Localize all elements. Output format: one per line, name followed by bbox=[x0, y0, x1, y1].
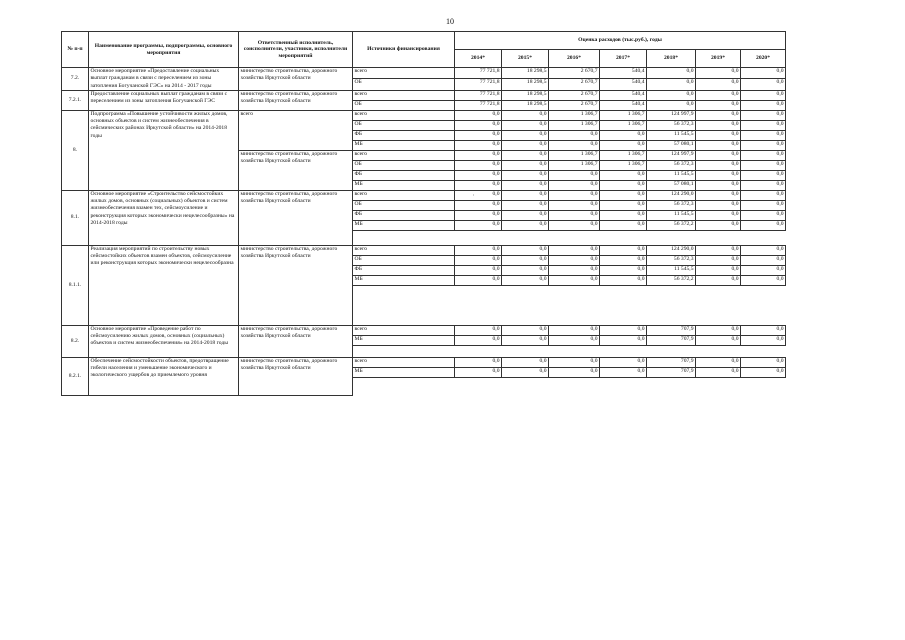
value-cell: 0,0 bbox=[696, 190, 741, 200]
source-cell: ФБ bbox=[353, 210, 455, 220]
value-cell: 0,0 bbox=[741, 130, 786, 140]
empty-cell bbox=[741, 230, 786, 245]
value-cell: 0,0 bbox=[549, 275, 600, 285]
value-cell: 0,0 bbox=[502, 170, 549, 180]
value-cell: 1 306,7 bbox=[600, 110, 647, 120]
value-cell: 0,0 bbox=[549, 265, 600, 275]
source-cell: ФБ bbox=[353, 170, 455, 180]
value-cell: 0,0 bbox=[455, 110, 502, 120]
empty-cell bbox=[696, 345, 741, 357]
value-cell: 0,0 bbox=[549, 130, 600, 140]
value-cell: 2 670,7 bbox=[549, 90, 600, 100]
value-cell: 0,0 bbox=[502, 255, 549, 265]
value-cell: 0,0 bbox=[647, 79, 696, 90]
value-cell: 0,0 bbox=[502, 200, 549, 210]
value-cell: 0,0 bbox=[549, 245, 600, 255]
value-cell: 0,0 bbox=[741, 335, 786, 345]
value-cell: 0,0 bbox=[600, 245, 647, 255]
empty-cell bbox=[353, 345, 455, 357]
value-cell: 0,0 bbox=[455, 120, 502, 130]
value-cell: 0,0 bbox=[696, 160, 741, 170]
row-executor: всего bbox=[239, 110, 353, 150]
value-cell: 0,0 bbox=[549, 170, 600, 180]
value-cell: 0,0 bbox=[455, 200, 502, 210]
value-cell: 0,0 bbox=[502, 220, 549, 230]
source-cell: всего bbox=[353, 68, 455, 79]
value-cell: 77 721,8 bbox=[455, 100, 502, 110]
value-cell: 0,0 bbox=[455, 220, 502, 230]
source-cell: всего bbox=[353, 325, 455, 335]
row-executor: министерство строительства, дорожного хозяйства Иркутской области bbox=[239, 190, 353, 245]
source-cell: МБ bbox=[353, 140, 455, 150]
value-cell: 0,0 bbox=[502, 150, 549, 160]
value-cell: 0,0 bbox=[696, 200, 741, 210]
header-num: № п-п bbox=[62, 32, 89, 68]
value-cell: 0,0 bbox=[600, 130, 647, 140]
value-cell: 0,0 bbox=[600, 255, 647, 265]
source-cell: ОБ bbox=[353, 200, 455, 210]
value-cell: 11 545,5 bbox=[647, 170, 696, 180]
value-cell: 0,0 bbox=[455, 190, 502, 200]
value-cell: 0,0 bbox=[741, 170, 786, 180]
empty-cell bbox=[600, 285, 647, 325]
value-cell: 0,0 bbox=[600, 190, 647, 200]
value-cell: 18 298,5 bbox=[502, 79, 549, 90]
value-cell: 0,0 bbox=[455, 140, 502, 150]
value-cell: 0,0 bbox=[455, 210, 502, 220]
header-sources: Источники финансирования bbox=[353, 32, 455, 68]
value-cell: 0,0 bbox=[696, 220, 741, 230]
value-cell: 0,0 bbox=[741, 255, 786, 265]
row-number: 8.1. bbox=[62, 190, 89, 245]
empty-cell bbox=[600, 230, 647, 245]
row-executor: министерство строительства, дорожного хозяйства Иркутской области bbox=[239, 68, 353, 91]
value-cell: 0,0 bbox=[502, 120, 549, 130]
value-cell: 540,4 bbox=[600, 90, 647, 100]
row-number: 8.2.1. bbox=[62, 357, 89, 395]
source-cell: МБ bbox=[353, 275, 455, 285]
empty-cell bbox=[647, 285, 696, 325]
value-cell: 0,0 bbox=[455, 335, 502, 345]
row-number: 8.2. bbox=[62, 325, 89, 357]
value-cell: 77 721,8 bbox=[455, 68, 502, 79]
value-cell: 0,0 bbox=[455, 180, 502, 190]
empty-cell bbox=[741, 285, 786, 325]
source-cell: МБ bbox=[353, 367, 455, 377]
row-number: 8.1.1. bbox=[62, 245, 89, 325]
value-cell: 0,0 bbox=[696, 130, 741, 140]
value-cell: 0,0 bbox=[741, 180, 786, 190]
value-cell: 0,0 bbox=[647, 90, 696, 100]
row-name: Обеспечение сейсмостойкости объектов, предотвращение гибели населения и уменьшение экономического и экологического ущербов до приемлемого уровня bbox=[89, 357, 239, 395]
value-cell: 2 670,7 bbox=[549, 79, 600, 90]
row-number: 8. bbox=[62, 110, 89, 190]
value-cell: 1 306,7 bbox=[549, 110, 600, 120]
value-cell: 0,0 bbox=[741, 68, 786, 79]
value-cell: 0,0 bbox=[600, 170, 647, 180]
value-cell: 0,0 bbox=[696, 90, 741, 100]
value-cell: 0,0 bbox=[696, 150, 741, 160]
value-cell: 0,0 bbox=[502, 190, 549, 200]
value-cell: 0,0 bbox=[600, 210, 647, 220]
value-cell: 0,0 bbox=[600, 140, 647, 150]
value-cell: 0,0 bbox=[549, 335, 600, 345]
value-cell: 0,0 bbox=[455, 130, 502, 140]
value-cell: 0,0 bbox=[549, 367, 600, 377]
empty-cell bbox=[455, 285, 502, 325]
row-name: Основное мероприятие «Предоставление социальных выплат гражданам в связи с переселением из зоны затопления Богучанской ГЭС» на 2014 - 2017 годы bbox=[89, 68, 239, 91]
value-cell: 77 721,8 bbox=[455, 90, 502, 100]
value-cell: 124 290,0 bbox=[647, 245, 696, 255]
value-cell: 0,0 bbox=[502, 140, 549, 150]
value-cell: 0,0 bbox=[549, 190, 600, 200]
value-cell: 0,0 bbox=[455, 367, 502, 377]
header-year: 2018* bbox=[647, 50, 696, 68]
value-cell: 0,0 bbox=[741, 275, 786, 285]
value-cell: 0,0 bbox=[455, 265, 502, 275]
value-cell: 0,0 bbox=[549, 255, 600, 265]
empty-cell bbox=[741, 377, 786, 395]
header-year: 2014* bbox=[455, 50, 502, 68]
value-cell: 0,0 bbox=[696, 367, 741, 377]
empty-cell bbox=[696, 377, 741, 395]
value-cell: 0,0 bbox=[696, 265, 741, 275]
value-cell: 1 306,7 bbox=[549, 150, 600, 160]
value-cell: 0,0 bbox=[600, 357, 647, 367]
value-cell: 0,0 bbox=[455, 325, 502, 335]
empty-cell bbox=[549, 377, 600, 395]
value-cell: 0,0 bbox=[741, 160, 786, 170]
value-cell: 0,0 bbox=[455, 150, 502, 160]
header-year: 2019* bbox=[696, 50, 741, 68]
empty-cell bbox=[455, 345, 502, 357]
empty-cell bbox=[647, 230, 696, 245]
value-cell: 0,0 bbox=[600, 325, 647, 335]
empty-cell bbox=[549, 230, 600, 245]
empty-cell bbox=[502, 345, 549, 357]
budget-table bbox=[61, 31, 786, 396]
value-cell: 0,0 bbox=[696, 79, 741, 90]
value-cell: 0,0 bbox=[741, 110, 786, 120]
value-cell: 18 298,5 bbox=[502, 68, 549, 79]
value-cell: 0,0 bbox=[455, 170, 502, 180]
source-cell: всего bbox=[353, 150, 455, 160]
empty-cell bbox=[741, 345, 786, 357]
source-cell: всего bbox=[353, 110, 455, 120]
value-cell: 0,0 bbox=[502, 110, 549, 120]
row-number: 7.2. bbox=[62, 68, 89, 91]
value-cell: 0,0 bbox=[600, 265, 647, 275]
value-cell: 0,0 bbox=[502, 180, 549, 190]
source-cell: ОБ bbox=[353, 160, 455, 170]
value-cell: 124 997,9 bbox=[647, 110, 696, 120]
value-cell: 0,0 bbox=[741, 150, 786, 160]
value-cell: 707,9 bbox=[647, 367, 696, 377]
empty-cell bbox=[647, 345, 696, 357]
value-cell: 0,0 bbox=[502, 335, 549, 345]
value-cell: 0,0 bbox=[455, 245, 502, 255]
source-cell: ФБ bbox=[353, 130, 455, 140]
value-cell: 0,0 bbox=[741, 367, 786, 377]
empty-cell bbox=[647, 377, 696, 395]
value-cell: 0,0 bbox=[549, 357, 600, 367]
source-cell: ФБ bbox=[353, 265, 455, 275]
source-cell: ОБ bbox=[353, 79, 455, 90]
value-cell: 0,0 bbox=[741, 140, 786, 150]
source-cell: ОБ bbox=[353, 100, 455, 110]
row-name: Основное мероприятие «Проведение работ по сейсмоусилению жилых домов, основных (социальных) объектов и систем жизнеобеспечения» на 2014-2018 годы bbox=[89, 325, 239, 357]
header-year: 2016* bbox=[549, 50, 600, 68]
source-cell: всего bbox=[353, 190, 455, 200]
value-cell: 540,4 bbox=[600, 79, 647, 90]
value-cell: 11 545,5 bbox=[647, 130, 696, 140]
source-cell: всего bbox=[353, 90, 455, 100]
value-cell: 0,0 bbox=[741, 210, 786, 220]
value-cell: 0,0 bbox=[549, 180, 600, 190]
value-cell: 124 290,0 bbox=[647, 190, 696, 200]
value-cell: 0,0 bbox=[696, 255, 741, 265]
value-cell: 0,0 bbox=[549, 220, 600, 230]
row-name: Реализация мероприятий по строительству новых сейсмостойких объектов взамен объектов, сейсмоусиление или реконструкция которых экономически нецелесообразна bbox=[89, 245, 239, 325]
value-cell: 0,0 bbox=[696, 100, 741, 110]
value-cell: 2 670,7 bbox=[549, 68, 600, 79]
empty-cell bbox=[353, 285, 455, 325]
value-cell: 0,0 bbox=[647, 68, 696, 79]
row-name: Предоставление социальных выплат гражданам в связи с переселением из зоны затопления Богучанской ГЭС bbox=[89, 90, 239, 110]
value-cell: 0,0 bbox=[647, 100, 696, 110]
value-cell: 0,0 bbox=[502, 265, 549, 275]
value-cell: 1 306,7 bbox=[549, 120, 600, 130]
table-row bbox=[62, 245, 786, 255]
value-cell: 0,0 bbox=[696, 335, 741, 345]
table-row bbox=[62, 325, 786, 335]
value-cell: 57 080,1 bbox=[647, 140, 696, 150]
source-cell: ОБ bbox=[353, 120, 455, 130]
value-cell: 0,0 bbox=[502, 245, 549, 255]
value-cell: 0,0 bbox=[741, 190, 786, 200]
value-cell: 18 298,5 bbox=[502, 100, 549, 110]
value-cell: 0,0 bbox=[696, 180, 741, 190]
row-executor: министерство строительства, дорожного хозяйства Иркутской области bbox=[239, 90, 353, 110]
value-cell: 0,0 bbox=[549, 200, 600, 210]
empty-cell bbox=[600, 345, 647, 357]
row-name: Основное мероприятие «Строительство сейсмостойких жилых домов, основных (социальных) объектов и систем жизнеобеспечения взамен тех, сейсмоусиление и реконструкция которых экономически нецелесообразны» на 2014-2018 годы bbox=[89, 190, 239, 245]
empty-cell bbox=[502, 230, 549, 245]
source-cell: МБ bbox=[353, 220, 455, 230]
value-cell: 0,0 bbox=[696, 210, 741, 220]
row-name: Подпрограмма «Повышение устойчивости жилых домов, основных объектов и систем жизнеобеспечения в сейсмических районах Иркутской области» на 2014-2018 годы bbox=[89, 110, 239, 190]
row-executor: министерство строительства, дорожного хозяйства Иркутской области bbox=[239, 325, 353, 357]
row-executor: министерство строительства, дорожного хозяйства Иркутской области bbox=[239, 245, 353, 325]
value-cell: 1 306,7 bbox=[600, 120, 647, 130]
value-cell: 0,0 bbox=[741, 200, 786, 210]
table-body bbox=[62, 68, 786, 396]
row-number: 7.2.1. bbox=[62, 90, 89, 110]
header-name: Наименование программы, подпрограммы, основного мероприятия bbox=[89, 32, 239, 68]
source-cell: всего bbox=[353, 245, 455, 255]
value-cell: 124 997,9 bbox=[647, 150, 696, 160]
value-cell: 0,0 bbox=[696, 120, 741, 130]
value-cell: 0,0 bbox=[502, 130, 549, 140]
value-cell: 0,0 bbox=[549, 140, 600, 150]
header-year: 2015* bbox=[502, 50, 549, 68]
value-cell: 2 670,7 bbox=[549, 100, 600, 110]
value-cell: 0,0 bbox=[741, 245, 786, 255]
value-cell: 56 372,2 bbox=[647, 275, 696, 285]
value-cell: 56 372,3 bbox=[647, 255, 696, 265]
value-cell: 0,0 bbox=[600, 200, 647, 210]
table-row bbox=[62, 110, 786, 120]
value-cell: 0,0 bbox=[696, 245, 741, 255]
table-row bbox=[62, 190, 786, 200]
empty-cell bbox=[600, 377, 647, 395]
value-cell: 0,0 bbox=[502, 325, 549, 335]
value-cell: 0,0 bbox=[696, 68, 741, 79]
empty-cell bbox=[455, 230, 502, 245]
empty-cell bbox=[696, 230, 741, 245]
value-cell: 0,0 bbox=[600, 275, 647, 285]
value-cell: 56 372,2 bbox=[647, 220, 696, 230]
value-cell: 0,0 bbox=[455, 160, 502, 170]
row-executor: министерство строительства, дорожного хозяйства Иркутской области bbox=[239, 357, 353, 395]
value-cell: 0,0 bbox=[502, 367, 549, 377]
header-costs: Оценка расходов (тыс.руб.), годы bbox=[455, 32, 786, 50]
value-cell: 0,0 bbox=[741, 120, 786, 130]
value-cell: 0,0 bbox=[741, 265, 786, 275]
source-cell: ОБ bbox=[353, 255, 455, 265]
empty-cell bbox=[696, 285, 741, 325]
value-cell: 0,0 bbox=[696, 325, 741, 335]
value-cell: 0,0 bbox=[549, 210, 600, 220]
empty-cell bbox=[549, 285, 600, 325]
value-cell: 707,9 bbox=[647, 335, 696, 345]
value-cell: 11 545,5 bbox=[647, 210, 696, 220]
value-cell: 11 545,5 bbox=[647, 265, 696, 275]
value-cell: 0,0 bbox=[741, 90, 786, 100]
empty-cell bbox=[502, 377, 549, 395]
value-cell: 1 306,7 bbox=[549, 160, 600, 170]
value-cell: 0,0 bbox=[502, 275, 549, 285]
header-year: 2020* bbox=[741, 50, 786, 68]
value-cell: 0,0 bbox=[455, 275, 502, 285]
value-cell: 0,0 bbox=[600, 367, 647, 377]
value-cell: 0,0 bbox=[741, 357, 786, 367]
table-row bbox=[62, 90, 786, 100]
value-cell: 0,0 bbox=[600, 180, 647, 190]
value-cell: 56 372,3 bbox=[647, 160, 696, 170]
value-cell: 0,0 bbox=[502, 210, 549, 220]
value-cell: 0,0 bbox=[696, 357, 741, 367]
empty-cell bbox=[353, 230, 455, 245]
source-cell: всего bbox=[353, 357, 455, 367]
empty-cell bbox=[455, 377, 502, 395]
value-cell: 1 306,7 bbox=[600, 150, 647, 160]
empty-cell bbox=[502, 285, 549, 325]
table-row bbox=[62, 68, 786, 79]
header-year: 2017* bbox=[600, 50, 647, 68]
value-cell: 0,0 bbox=[455, 357, 502, 367]
value-cell: 56 372,3 bbox=[647, 200, 696, 210]
row-executor: министерство строительства, дорожного хозяйства Иркутской области bbox=[239, 150, 353, 190]
source-cell: МБ bbox=[353, 335, 455, 345]
value-cell: 707,9 bbox=[647, 325, 696, 335]
value-cell: 0,0 bbox=[502, 357, 549, 367]
page-number: 10 bbox=[446, 17, 454, 26]
value-cell: 18 298,5 bbox=[502, 90, 549, 100]
value-cell: 0,0 bbox=[741, 100, 786, 110]
empty-cell bbox=[549, 345, 600, 357]
value-cell: 57 080,1 bbox=[647, 180, 696, 190]
stray-mark: ' bbox=[473, 195, 474, 200]
value-cell: 707,9 bbox=[647, 357, 696, 367]
value-cell: 0,0 bbox=[696, 140, 741, 150]
value-cell: 0,0 bbox=[502, 160, 549, 170]
value-cell: 0,0 bbox=[741, 79, 786, 90]
value-cell: 56 372,3 bbox=[647, 120, 696, 130]
empty-cell bbox=[353, 377, 455, 395]
value-cell: 0,0 bbox=[600, 335, 647, 345]
table-row bbox=[62, 357, 786, 367]
value-cell: 0,0 bbox=[741, 325, 786, 335]
value-cell: 540,4 bbox=[600, 68, 647, 79]
source-cell: МБ bbox=[353, 180, 455, 190]
value-cell: 0,0 bbox=[741, 220, 786, 230]
value-cell: 0,0 bbox=[600, 220, 647, 230]
header-executor: Ответственный исполнитель, соисполнители, участники, исполнители мероприятий bbox=[239, 32, 353, 68]
value-cell: 0,0 bbox=[696, 275, 741, 285]
value-cell: 1 306,7 bbox=[600, 160, 647, 170]
value-cell: 77 721,8 bbox=[455, 79, 502, 90]
value-cell: 0,0 bbox=[696, 110, 741, 120]
value-cell: 0,0 bbox=[549, 325, 600, 335]
table-header bbox=[62, 32, 786, 68]
value-cell: 0,0 bbox=[455, 255, 502, 265]
value-cell: 540,4 bbox=[600, 100, 647, 110]
value-cell: 0,0 bbox=[696, 170, 741, 180]
